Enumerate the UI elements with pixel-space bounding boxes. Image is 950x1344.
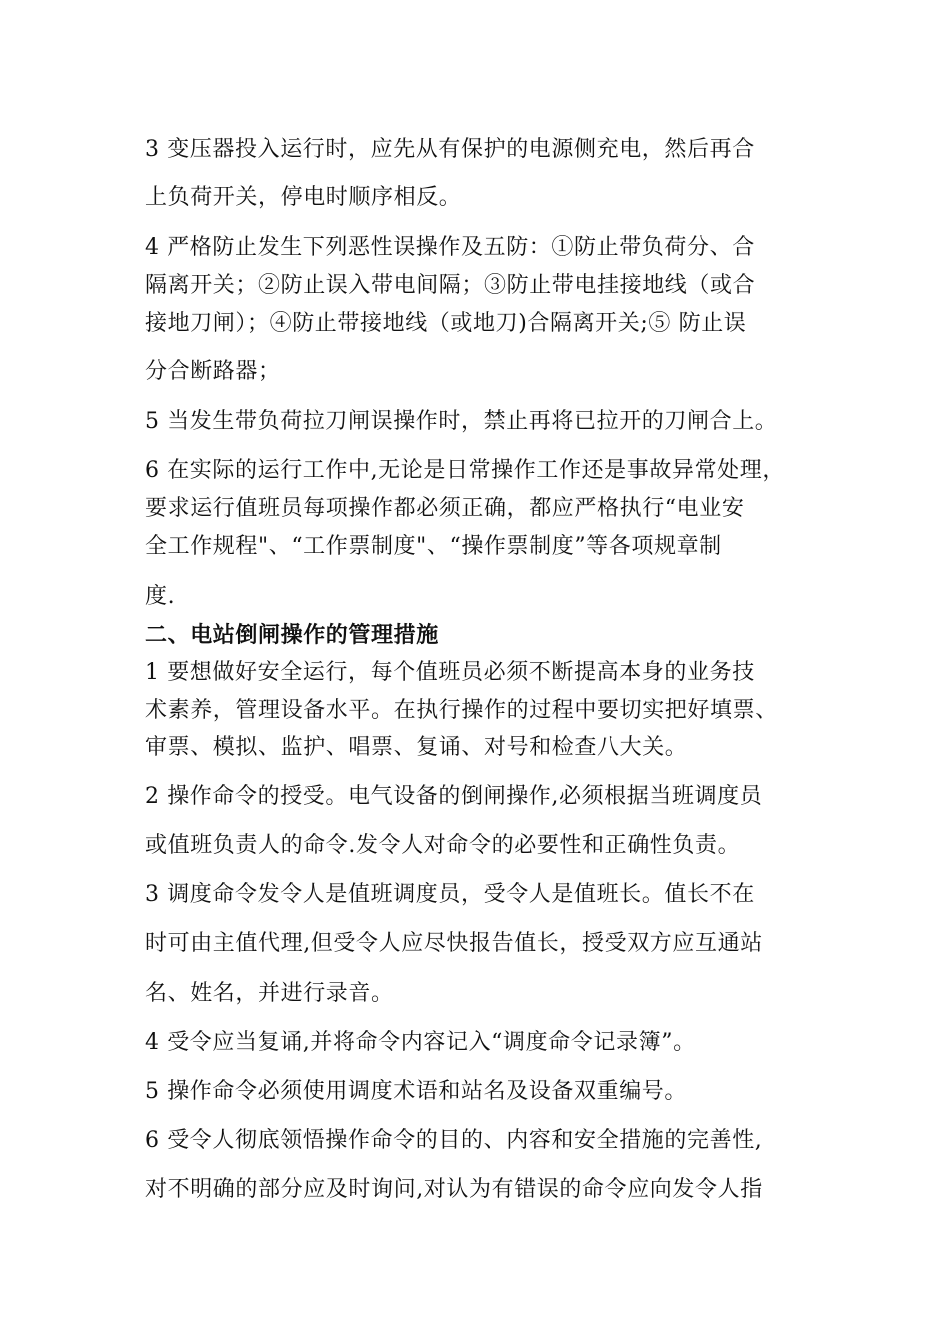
text-line: 接地刀闸）；④防止带接地线（或地刀)合隔离开关;⑤ 防止误	[145, 311, 747, 336]
text-line: 隔离开关；②防止误入带电间隔；③防止带电挂接地线（或合	[145, 273, 756, 298]
text-line: 1 要想做好安全运行，每个值班员必须不断提高本身的业务技	[145, 660, 755, 685]
text-line: 名、姓名，并进行录音。	[145, 981, 394, 1006]
text-line: 时可由主值代理,但受令人应尽快报告值长，授受双方应互通站	[145, 931, 763, 956]
text-line: 3 调度命令发令人是值班调度员，受令人是值班长。值长不在	[145, 882, 755, 907]
text-line: 审票、模拟、监护、唱票、复诵、对号和检查八大关。	[145, 735, 688, 760]
text-line: 5 当发生带负荷拉刀闸误操作时，禁止再将已拉开的刀闸合上。	[145, 409, 778, 434]
text-line: 上负荷开关，停电时顺序相反。	[145, 185, 462, 210]
text-line: 或值班负责人的命令.发令人对命令的必要性和正确性负责。	[145, 833, 741, 858]
text-line: 分合断路器；	[145, 359, 281, 384]
text-line: 6 受令人彻底领悟操作命令的目的、内容和安全措施的完善性,	[145, 1128, 763, 1153]
section-heading: 二、电站倒闸操作的管理措施	[145, 622, 439, 648]
text-line: 度.	[145, 584, 176, 609]
text-line: 4 受令应当复诵,并将命令内容记入“调度命令记录簿”。	[145, 1030, 696, 1055]
text-line: 6 在实际的运行工作中,无论是日常操作工作还是事故异常处理，	[145, 458, 785, 483]
text-line: 5 操作命令必须使用调度术语和站名及设备双重编号。	[145, 1079, 687, 1104]
text-line: 要求运行值班员每项操作都必须正确，都应严格执行“电业安	[145, 496, 745, 521]
text-line: 对不明确的部分应及时询问,对认为有错误的命令应向发令人指	[145, 1177, 763, 1202]
text-line: 全工作规程"、“工作票制度"、“操作票制度”等各项规章制	[145, 534, 722, 559]
text-line: 术素养，管理设备水平。在执行操作的过程中要切实把好填票、	[145, 698, 778, 723]
text-line: 2 操作命令的授受。电气设备的倒闸操作,必须根据当班调度员	[145, 784, 763, 809]
text-line: 3 变压器投入运行时，应先从有保护的电源侧充电，然后再合	[145, 137, 755, 162]
text-line: 4 严格防止发生下列恶性误操作及五防：①防止带负荷分、合	[145, 235, 755, 260]
